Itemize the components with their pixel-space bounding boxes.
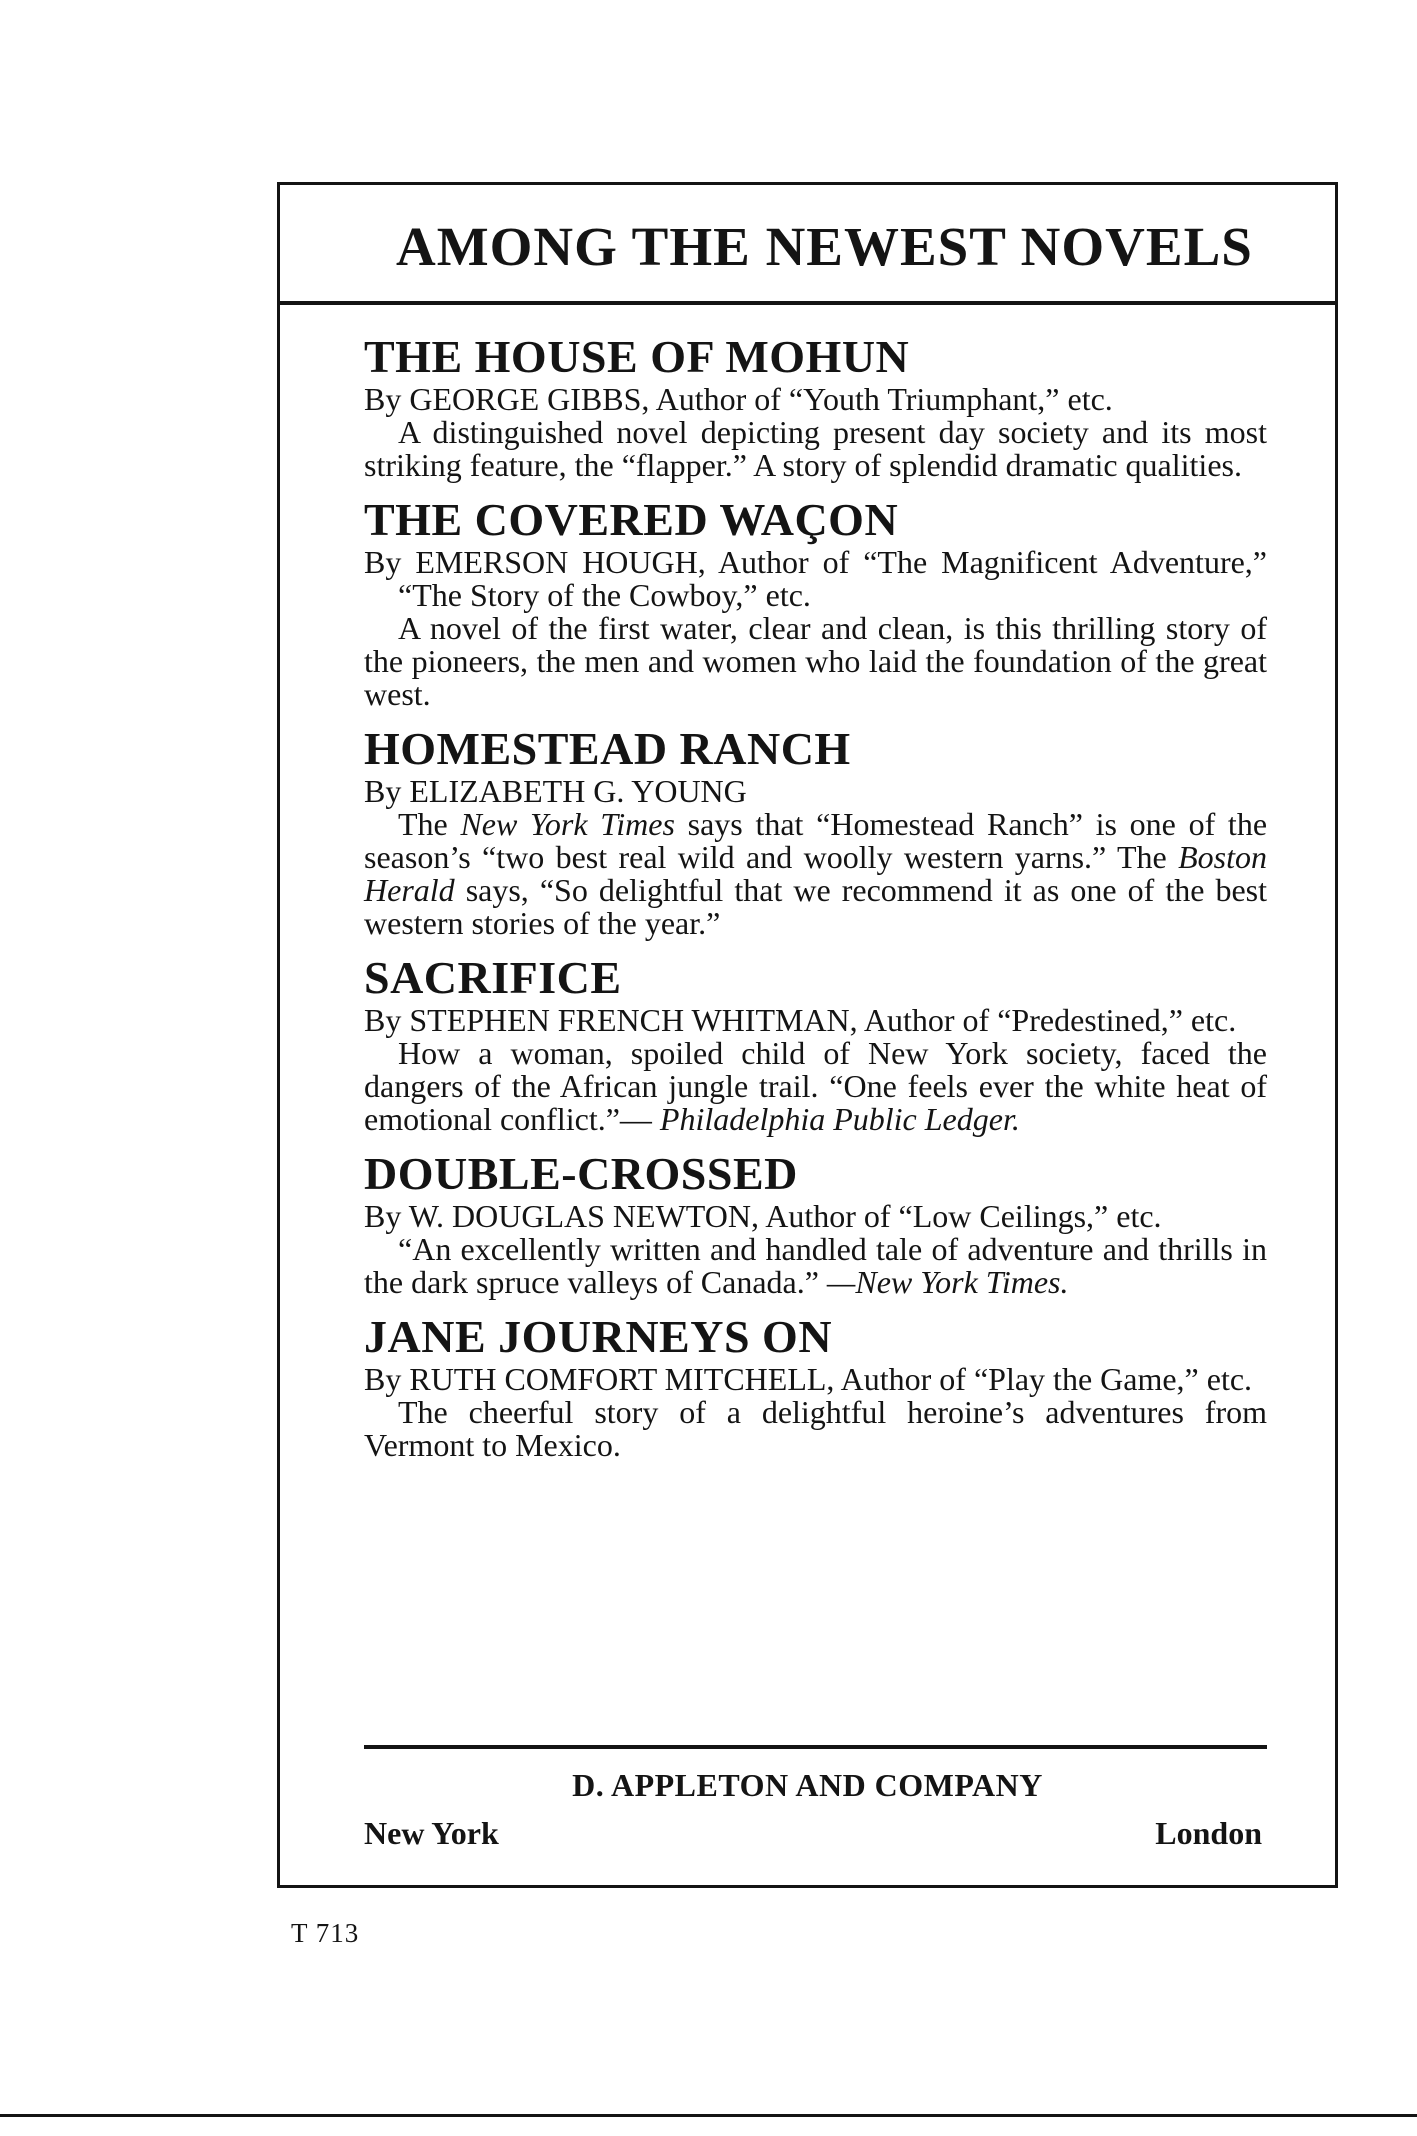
- publisher-city-new-york: New York: [364, 1815, 499, 1851]
- footer-divider: [364, 1745, 1267, 1749]
- book-entry: [364, 494, 1267, 711]
- book-title: JANE JOURNEYS ON: [364, 1311, 833, 1362]
- book-byline: By ELIZABETH G. YOUNG: [364, 773, 747, 809]
- book-byline: By STEPHEN FRENCH WHITMAN, Author of “Predestined,” etc.: [364, 1002, 1237, 1038]
- book-title: THE HOUSE OF MOHUN: [364, 331, 910, 382]
- review-source: —New York Times.: [826, 1264, 1069, 1300]
- book-byline: By W. DOUGLAS NEWTON, Author of “Low Ceilings,” etc.: [364, 1198, 1162, 1234]
- book-description: [364, 1037, 1267, 1136]
- catalog-code: T 713: [291, 1918, 360, 1948]
- book-byline: By RUTH COMFORT MITCHELL, Author of “Play the Game,” etc.: [364, 1361, 1253, 1397]
- book-title: THE COVERED WAÇON: [364, 494, 899, 545]
- page-title: AMONG THE NEWEST NOVELS: [396, 216, 1253, 277]
- book-description: A distinguished novel depicting present day society and its most striking feature, the “flapper.” A story of splendid dramatic qualities.: [364, 414, 1267, 483]
- page-edge-line: [0, 2114, 1417, 2117]
- header-box: [280, 185, 1335, 305]
- publication-name: New York Times: [460, 806, 675, 842]
- book-entry: [364, 723, 1267, 940]
- publisher-city-london: London: [1155, 1815, 1262, 1851]
- book-list: [364, 331, 1267, 1474]
- book-description: [364, 808, 1267, 940]
- description-text: How a woman, spoiled child of New York society, faced the dangers of the African jungle trail. “One feels ever the white heat of emotional conflict.”—: [364, 1035, 1267, 1137]
- book-entry: [364, 331, 1267, 482]
- book-entry: [364, 1148, 1267, 1299]
- book-title: HOMESTEAD RANCH: [364, 723, 851, 774]
- description-text: The: [398, 806, 461, 842]
- book-description: A novel of the first water, clear and clean, is this thrilling story of the pioneers, the men and women who laid the foundation of the great west.: [364, 610, 1267, 712]
- description-text: “An excellently written and handled tale of adventure and thrills in the dark spruce valleys of Canada.”: [364, 1231, 1267, 1300]
- book-entry: [364, 1311, 1267, 1462]
- book-byline: By EMERSON HOUGH, Author of “The Magnificent Adventure,” “The Story of the Cowboy,” etc.: [364, 544, 1267, 613]
- advertisement-frame: [277, 182, 1338, 1888]
- publisher-name: D. APPLETON AND COMPANY: [572, 1767, 1043, 1803]
- review-source: Philadelphia Public Ledger.: [659, 1101, 1020, 1137]
- description-text: says that “Homestead Ranch” is one of the season’s “two best real wild and woolly western yarns.” The: [364, 806, 1268, 875]
- book-byline: By GEORGE GIBBS, Author of “Youth Triumphant,” etc.: [364, 381, 1113, 417]
- book-entry: [364, 952, 1267, 1136]
- book-description: [364, 1233, 1267, 1299]
- description-text: says, “So delightful that we recommend it as one of the best western stories of the year.”: [364, 872, 1267, 941]
- book-title: SACRIFICE: [364, 952, 622, 1003]
- book-title: DOUBLE-CROSSED: [364, 1148, 798, 1199]
- book-description: The cheerful story of a delightful heroine’s adventures from Vermont to Mexico.: [364, 1394, 1267, 1463]
- publication-name: Boston Herald: [364, 839, 1267, 908]
